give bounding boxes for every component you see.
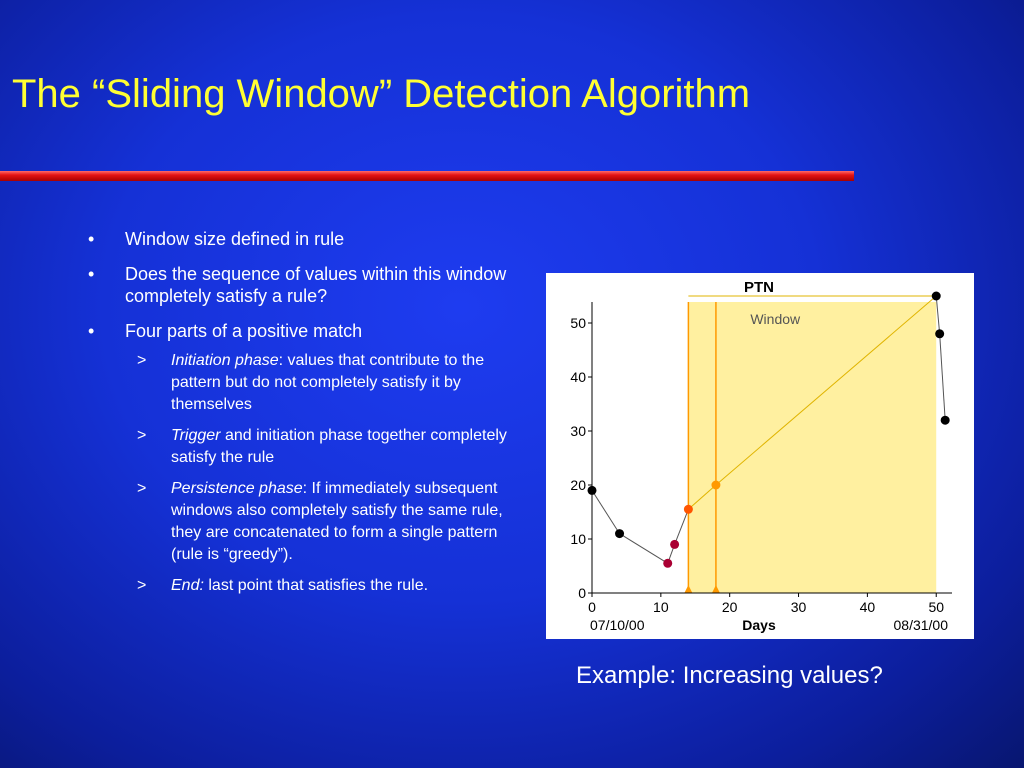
sub-bullet-item — [88, 575, 508, 597]
x-end-date-label: 08/31/00 — [893, 617, 948, 633]
title-underline — [0, 171, 854, 181]
bullet-marker: • — [88, 321, 95, 341]
sub-bullet-marker: > — [137, 352, 147, 369]
sub-bullet-term: Trigger — [171, 427, 221, 444]
sub-bullet-item — [88, 350, 508, 416]
y-tick-label: 10 — [570, 531, 586, 547]
bullet-item — [88, 320, 508, 342]
window-label: Window — [750, 311, 801, 327]
x-tick-label: 10 — [653, 599, 669, 615]
y-tick-label: 20 — [570, 477, 586, 493]
series-segment — [592, 490, 620, 533]
y-tick-label: 50 — [570, 315, 586, 331]
data-point — [670, 540, 679, 549]
x-tick-label: 50 — [928, 599, 945, 615]
bullet-list — [88, 228, 508, 606]
bullet-text: Window size defined in rule — [125, 229, 345, 249]
data-point — [684, 505, 693, 514]
data-point — [935, 329, 944, 338]
sub-bullet-item — [88, 425, 508, 469]
sub-bullet-text: last point that satisfies the rule. — [203, 577, 429, 594]
y-tick-label: 0 — [578, 585, 586, 601]
x-start-date-label: 07/10/00 — [590, 617, 645, 633]
chart-caption: Example: Increasing values? — [576, 662, 883, 689]
bullet-item — [88, 228, 508, 250]
slide-title: The “Sliding Window” Detection Algorithm — [12, 72, 751, 116]
x-tick-label: 40 — [859, 599, 876, 615]
series-segment — [675, 509, 689, 544]
data-point — [615, 529, 624, 538]
data-point — [663, 559, 672, 568]
sub-bullet-text: : If immediately subsequent windows also completely satisfy the same rule, they are concatenated to form a single pattern (rule is “greedy”). — [171, 480, 503, 563]
bullet-marker: • — [88, 229, 95, 249]
x-tick-label: 0 — [588, 599, 596, 615]
x-tick-label: 30 — [790, 599, 807, 615]
series-segment — [936, 296, 939, 334]
sub-bullet-marker: > — [137, 427, 147, 444]
sub-bullet-text: and initiation phase together completely satisfy the rule — [171, 427, 507, 466]
series-segment — [940, 334, 946, 420]
sub-bullet-term: Initiation phase — [171, 352, 279, 369]
sub-bullet-term: End: — [171, 577, 204, 594]
chart-panel — [546, 273, 974, 639]
sub-bullet-term: Persistence phase — [171, 480, 303, 497]
series-segment — [620, 534, 668, 564]
y-tick-label: 30 — [570, 423, 586, 439]
window-region — [688, 302, 936, 593]
x-axis-label: Days — [742, 617, 776, 633]
data-point — [711, 481, 720, 490]
x-tick-label: 20 — [721, 599, 738, 615]
data-point — [941, 416, 950, 425]
data-point — [588, 486, 597, 495]
bullet-marker: • — [88, 264, 95, 284]
y-tick-label: 40 — [570, 369, 586, 385]
data-point — [932, 292, 941, 301]
bullet-text: Does the sequence of values within this window completely satisfy a rule? — [125, 264, 507, 306]
ptn-chart — [546, 273, 974, 639]
chart-title: PTN — [744, 279, 774, 296]
sub-bullet-marker: > — [137, 480, 147, 497]
sub-bullet-marker: > — [137, 577, 147, 594]
bullet-item — [88, 263, 508, 307]
bullet-text: Four parts of a positive match — [125, 321, 363, 341]
sub-bullet-item — [88, 478, 508, 566]
sub-bullet-text: : values that contribute to the pattern but do not completely satisfy it by themselves — [171, 352, 485, 413]
